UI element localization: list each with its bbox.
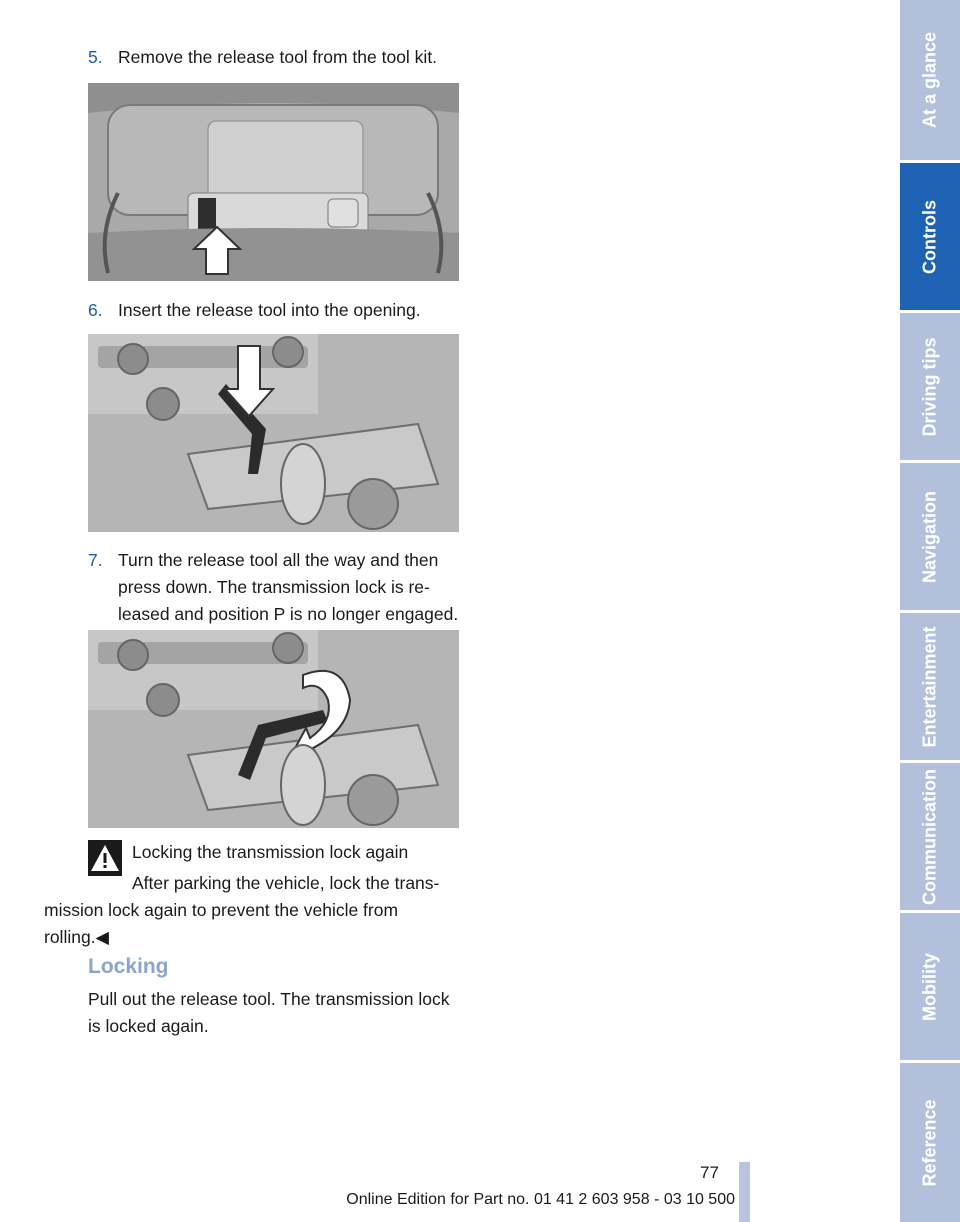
tab-label: Communication <box>919 768 940 905</box>
step-text-line: leased and position P is no longer engaged. <box>118 604 459 624</box>
tab-label: At a glance <box>919 31 940 129</box>
section-heading: Locking <box>88 955 169 978</box>
paragraph-line: is locked again. <box>88 1016 209 1036</box>
tab-label: Entertainment <box>919 625 940 748</box>
step-number: 6. <box>88 300 103 320</box>
footer-edition: Online Edition for Part no. 01 41 2 603 958 - 03 10 500 <box>346 1191 735 1208</box>
section-paragraph <box>88 986 468 1040</box>
tab-mobility[interactable] <box>900 913 960 1060</box>
warning-body <box>44 870 468 951</box>
warning-line: rolling.◀ <box>44 927 110 947</box>
step-text: Insert the release tool into the opening. <box>118 300 421 320</box>
warning-line: mission lock again to prevent the vehicle from <box>44 900 399 920</box>
warning-line: After parking the vehicle, lock the trans- <box>132 873 440 893</box>
tab-label: Mobility <box>919 952 940 1021</box>
step-text-line: Turn the release tool all the way and then <box>118 550 439 570</box>
tab-label: Reference <box>919 1098 940 1187</box>
step-text-line: press down. The transmission lock is re- <box>118 577 430 597</box>
tool-kit-illustration <box>88 83 459 281</box>
step-6 <box>88 297 468 324</box>
tab-label: Navigation <box>919 490 940 583</box>
step-5 <box>88 44 468 71</box>
step-7 <box>88 547 468 628</box>
tab-driving-tips[interactable] <box>900 313 960 460</box>
tab-communication[interactable] <box>900 763 960 910</box>
tab-label: Driving tips <box>919 336 940 437</box>
paragraph-line: Pull out the release tool. The transmission lock <box>88 989 450 1009</box>
tab-label: Controls <box>919 199 940 274</box>
chapter-tabs <box>900 0 960 1222</box>
turn-tool-illustration <box>88 630 459 828</box>
step-number: 5. <box>88 47 103 67</box>
tab-reference[interactable] <box>900 1063 960 1222</box>
tab-entertainment[interactable] <box>900 613 960 760</box>
tab-controls[interactable] <box>900 163 960 310</box>
warning-title: Locking the transmission lock again <box>132 842 409 862</box>
page-marker-bar <box>739 1162 750 1222</box>
tab-at-a-glance[interactable] <box>900 0 960 160</box>
tab-navigation[interactable] <box>900 463 960 610</box>
step-text: Remove the release tool from the tool kit. <box>118 47 438 67</box>
insert-tool-illustration <box>88 334 459 532</box>
step-number: 7. <box>88 550 103 570</box>
page-number: 77 <box>700 1163 719 1182</box>
